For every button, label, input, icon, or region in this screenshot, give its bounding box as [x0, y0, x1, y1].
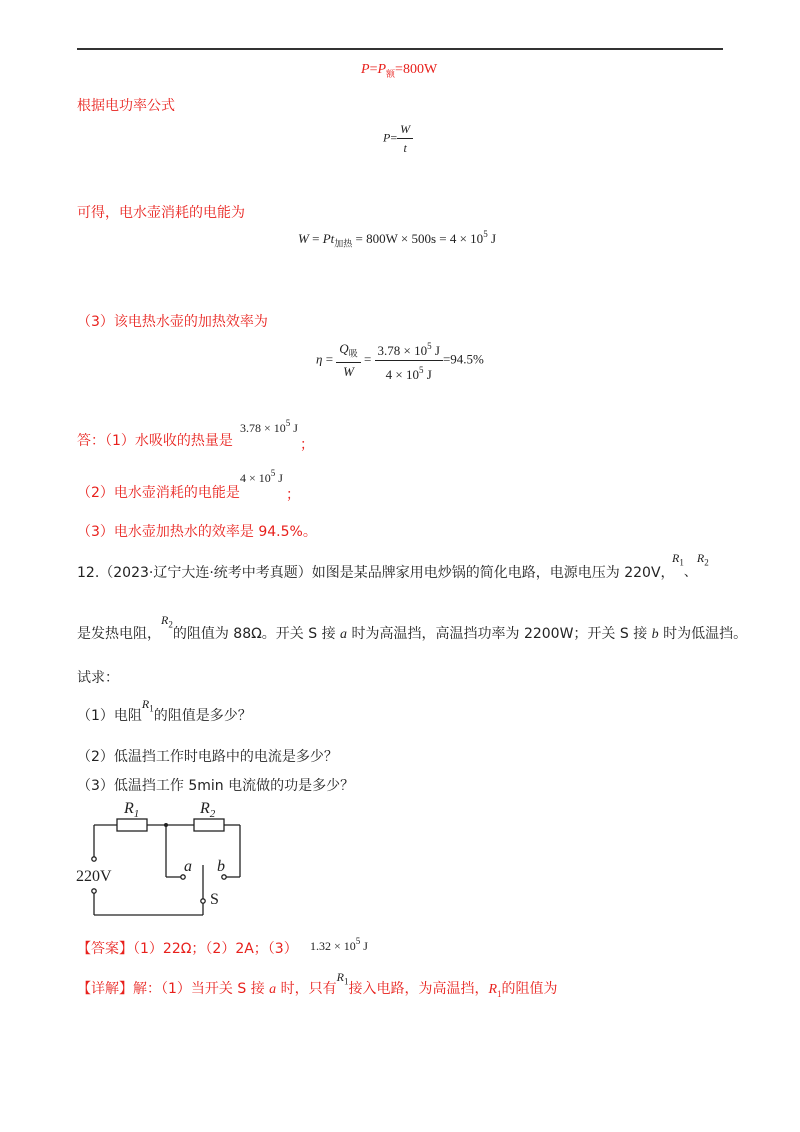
question-ask: 试求： — [77, 670, 119, 686]
question-part-3: （3）低温挡工作 5min 电流做的功是多少？ — [77, 778, 355, 794]
question-12-resistors: $R_1$、$R_2$ — [672, 551, 709, 580]
circuit-diagram — [72, 795, 252, 925]
answer-tag: 【答案】 — [77, 941, 133, 957]
detail-tag: 【详解】 — [77, 981, 133, 997]
eff-fraction-1 — [336, 340, 360, 382]
label-r2: $R_2$ — [200, 800, 216, 820]
terminal-top — [92, 857, 96, 861]
junction-dot — [164, 823, 168, 827]
energy-exp: 5 — [483, 229, 488, 239]
label-b: b — [217, 858, 225, 875]
energy-eq: = — [308, 231, 323, 246]
resistor-r1 — [117, 819, 147, 831]
energy-equation — [298, 229, 496, 250]
formula-label: 根据电功率公式 — [77, 98, 175, 114]
answer-2-end: ； — [286, 487, 300, 503]
eff-num2: 3.78 × 10 — [377, 343, 428, 358]
formula-num: W — [397, 120, 413, 139]
answer-1-value: $3.78 \times 10^5$ J — [240, 418, 298, 435]
power-equation — [361, 62, 437, 80]
power-lhs: P — [361, 62, 370, 77]
answer-line — [77, 938, 298, 958]
eff-den2-unit: J — [423, 367, 432, 382]
formula-eq: = — [390, 130, 398, 145]
power-eq: = — [369, 62, 378, 77]
formula-lhs: P — [383, 130, 391, 145]
question-12-line-2: 是发热电阻，$R_2$的阻值为 88Ω。开关 S 接 a 时为高温挡，高温挡功率为 2200W；开关 S 接 b 时为低温挡。 — [77, 613, 748, 642]
resistor-r2 — [194, 819, 224, 831]
efficiency-label: （3）该电热水壶的加热效率为 — [77, 314, 268, 330]
eff-num1: Q — [339, 340, 349, 356]
answer-1-end: ； — [300, 437, 314, 453]
answer-2-prefix: （2）电水壶消耗的电能是 — [77, 485, 240, 501]
label-switch: S — [210, 891, 219, 908]
header-rule — [77, 48, 723, 50]
power-sub: 额 — [386, 68, 396, 79]
answer-value: $1.32 \times 10^5$ J — [310, 936, 368, 953]
terminal-bottom — [92, 889, 96, 893]
eff-eq1: = — [322, 351, 337, 367]
contact-a — [181, 875, 185, 879]
energy-unit: J — [487, 231, 496, 246]
power-tail: =800W — [395, 62, 438, 77]
energy-lhs: W — [298, 231, 309, 246]
energy-sub: 加热 — [334, 238, 353, 249]
power-formula — [383, 120, 413, 157]
eff-eq2: = — [360, 351, 375, 367]
eff-fraction-2 — [375, 337, 443, 384]
eff-num2-unit: J — [431, 343, 440, 358]
eff-den2-exp: 5 — [419, 365, 424, 375]
formula-fraction — [397, 120, 413, 157]
eff-tail: =94.5% — [442, 351, 484, 367]
label-r1: $R_1$ — [124, 800, 140, 820]
power-rhs: P — [377, 62, 387, 77]
answer-3: （3）电水壶加热水的效率是 94.5%。 — [77, 524, 317, 540]
detail-line: 【详解】解：（1）当开关 S 接 a 时，只有$R_1$接入电路，为高温挡，$R_1$的阻值为 — [77, 970, 558, 999]
eff-den1: W — [343, 364, 354, 380]
question-part-1: （1）电阻$R_1$的阻值是多少？ — [77, 697, 252, 724]
label-voltage: 220V — [76, 868, 112, 885]
question-number: 12. — [77, 565, 100, 581]
question-12-line-1: 12.（2023·辽宁大连·统考中考真题）如图是某品牌家用电炒锅的简化电路，电源电压为 220V， — [77, 565, 675, 581]
label-a: a — [184, 858, 192, 875]
eff-den2: 4 × 10 — [385, 367, 420, 382]
efficiency-equation — [316, 337, 484, 384]
switch-pivot — [201, 899, 205, 903]
energy-pt: Pt — [322, 231, 335, 246]
energy-mid: = 800W × 500s = 4 × 10 — [352, 231, 484, 246]
answer-1-prefix: 答：（1）水吸收的热量是 — [77, 433, 233, 449]
question-part-2: （2）低温挡工作时电路中的电流是多少？ — [77, 749, 338, 765]
eff-num2-exp: 5 — [427, 341, 432, 351]
eff-lhs: η — [316, 351, 323, 367]
energy-label: 可得，电水壶消耗的电能为 — [77, 205, 245, 221]
answer-text: （1）22Ω；（2）2A；（3） — [133, 941, 298, 957]
answer-2-value: $4 \times 10^5$ J — [240, 468, 283, 485]
formula-den: t — [403, 141, 407, 155]
contact-b — [222, 875, 226, 879]
eff-num1-sub: 吸 — [348, 348, 358, 359]
